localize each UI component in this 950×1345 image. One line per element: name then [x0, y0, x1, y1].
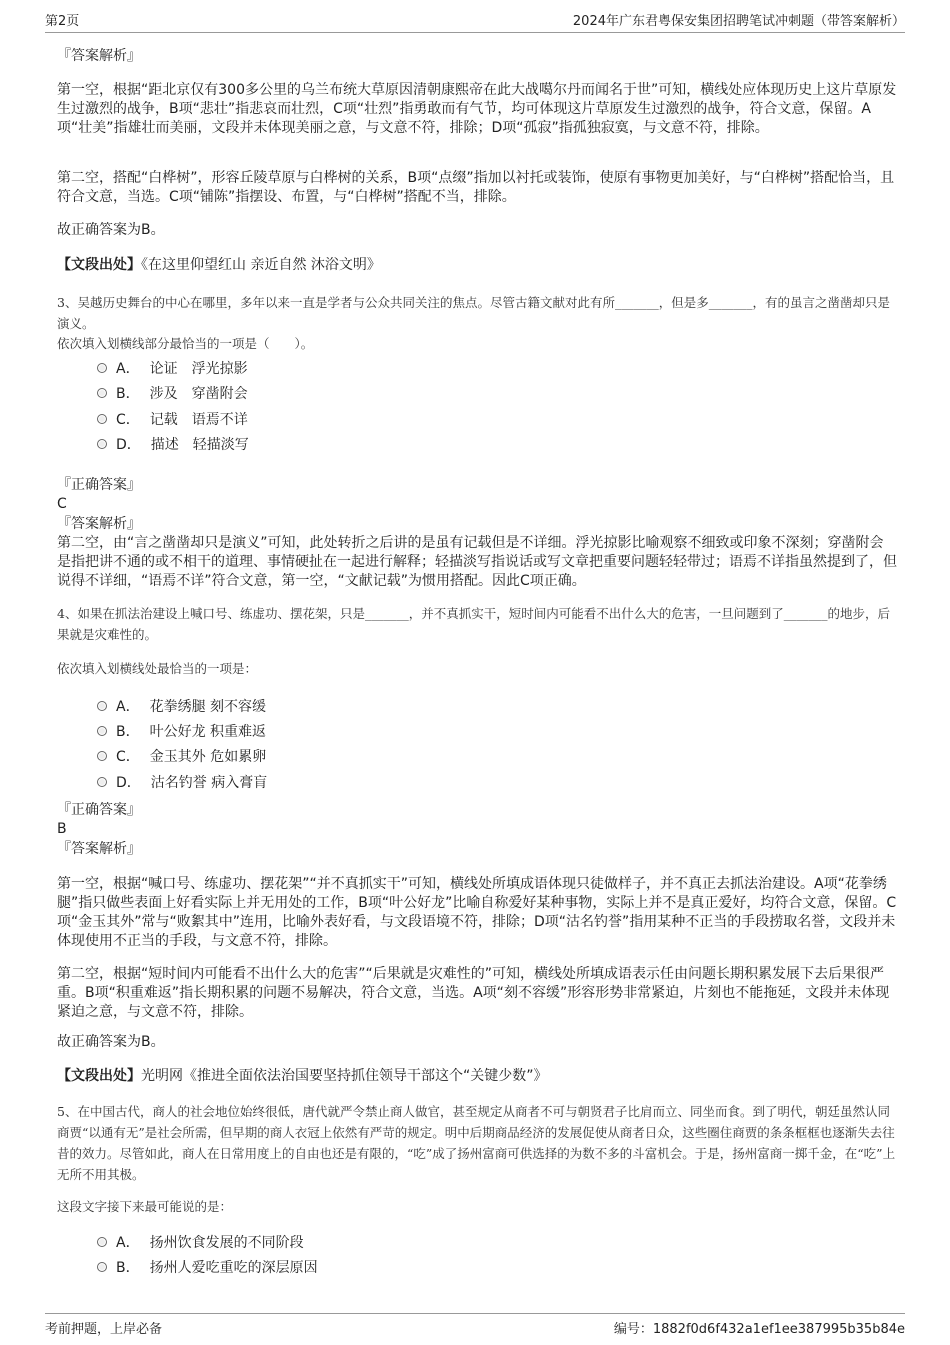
q4-answer: B: [57, 821, 67, 837]
q4-option-d[interactable]: D． 沽名钓誉 病入膏肓: [97, 772, 267, 792]
q2-source-text: 《在这里仰望红山 亲近自然 沐浴文明》: [141, 257, 381, 273]
q2-explain-para1: 第一空，根据“距北京仅有300多公里的乌兰布统大草原因清朝康熙帝在此大战噶尔丹而闻名于世”可知，横线处应体现历史上这片草原发生过激烈的战争，B项“悲壮”指悲哀而壮烈，C项“壮烈”指勇敢而有气节，均可体现这片草原发生过激烈的战争，符合文意，保留。A项“壮美”指雄壮而美丽，文段并未体现美丽之意，与文意不符，排除；D项“孤寂”指孤独寂寞，与文意不符，排除。: [57, 82, 897, 136]
radio-button[interactable]: [97, 751, 107, 761]
q4-source: [57, 1067, 897, 1086]
q3-option-d[interactable]: D． 描述 轻描淡写: [97, 434, 249, 454]
radio-button[interactable]: [97, 1262, 107, 1272]
q4-option-c[interactable]: C． 金玉其外 危如累卵: [97, 746, 266, 766]
page-number: 第2页: [45, 14, 80, 29]
q4-source-text: 光明网《推进全面依法治国要坚持抓住领导干部这个“关键少数”》: [141, 1068, 548, 1084]
q5-option-a[interactable]: A． 扬州饮食发展的不同阶段: [97, 1232, 304, 1252]
footer-slogan: 考前押题，上岸必备: [45, 1322, 163, 1337]
q4-answer-label: 『正确答案』: [57, 802, 141, 818]
q5-option-b[interactable]: B． 扬州人爱吃重吃的深层原因: [97, 1257, 318, 1277]
q4-explain-para1: 第一空，根据“喊口号、练虚功、摆花架”“并不真抓实干”可知，横线处所填成语体现只徒做样子，并不真正去抓法治建设。A项“花拳绣腿”指只做些表面上好看实际上并无用处的工作，B项“叶公好龙”比喻自称爱好某种事物，实际上并不是真正爱好，均符合文意，保留。C项“金玉其外”常与“败絮其中”连用，比喻外表好看，与文段语境不符，排除；D项“沽名钓誉”指用某种不正当的手段捞取名誉，文段并未体现使用不正当的手段，与文意不符，排除。: [57, 876, 897, 949]
q3-option-b[interactable]: B． 涉及 穿凿附会: [97, 383, 248, 403]
q3-answer: C: [57, 496, 67, 512]
q3-stem: 3、吴越历史舞台的中心在哪里，多年以来一直是学者与公众共同关注的焦点。尽管古籍文献对此有所_______，但是多_______，有的虽言之凿凿却只是演义。: [57, 295, 890, 331]
q5-prompt: 这段文字接下来最可能说的是：: [57, 1199, 233, 1214]
q2-conclusion: 故正确答案为B。: [57, 222, 165, 238]
q2-source-label: 【文段出处】: [57, 257, 141, 273]
q4-option-a[interactable]: A． 花拳绣腿 刻不容缓: [97, 696, 266, 716]
radio-button[interactable]: [97, 388, 107, 398]
q5-stem: 5、在中国古代，商人的社会地位始终很低，唐代就严令禁止商人做官，甚至规定从商者不可与朝贤君子比肩而立、同坐而食。到了明代，朝廷虽然认同商贾“以通有无”是社会所需，但早期的商人衣冠上依然有严苛的规定。明中后期商品经济的发展促使从商者日众，这些圈住商贾的条条框框也逐渐失去往昔的效力。尽管如此，商人在日常用度上的自由也还是有限的，“吃”成了扬州富商可供选择的为数不多的斗富机会。于是，扬州富商一掷千金，在“吃”上无所不用其极。: [57, 1104, 896, 1182]
radio-button[interactable]: [97, 777, 107, 787]
q2-source: [57, 256, 897, 275]
document-title: 2024年广东君粤保安集团招聘笔试冲刺题（带答案解析）: [572, 14, 905, 29]
q3-answer-label: 『正确答案』: [57, 477, 141, 493]
q2-explain-label: 『答案解析』: [57, 48, 141, 64]
q3-explain-label: 『答案解析』: [57, 516, 141, 532]
q3-option-a[interactable]: A． 论证 浮光掠影: [97, 358, 248, 378]
radio-button[interactable]: [97, 414, 107, 424]
q4-option-b[interactable]: B． 叶公好龙 积重难返: [97, 721, 266, 741]
q4-explain-para2: 第二空，根据“短时间内可能看不出什么大的危害”“后果就是灾难性的”可知，横线处所填成语表示任由问题长期积累发展下去后果很严重。B项“积重难返”指长期积累的问题不易解决，符合文意，当选。A项“刻不容缓”形容形势非常紧迫，片刻也不能拖延，文段并未体现紧迫之意，与文意不符，排除。: [57, 966, 890, 1020]
radio-button[interactable]: [97, 363, 107, 373]
radio-button[interactable]: [97, 439, 107, 449]
q4-source-label: 【文段出处】: [57, 1068, 141, 1084]
radio-button[interactable]: [97, 701, 107, 711]
q3-explain: 第二空，由“言之凿凿却只是演义”可知，此处转折之后讲的是虽有记载但是不详细。浮光掠影比喻观察不细致或印象不深刻；穿凿附会是指把讲不通的或不相干的道理、事情硬扯在一起进行解释；轻描淡写指说话或写文章把重要问题轻轻带过；语焉不详指虽然提到了，但说得不详细，“语焉不详”符合文意，第一空，“文献记载”为惯用搭配。因此C项正确。: [57, 535, 897, 589]
q3-prompt: 依次填入划横线部分最恰当的一项是（ ）。: [57, 336, 314, 351]
q2-explain-para2: 第二空，搭配“白桦树”，形容丘陵草原与白桦树的关系，B项“点缀”指加以衬托或装饰，使原有事物更加美好，与“白桦树”搭配恰当，且符合文意，当选。C项“铺陈”指摆设、布置，与“白桦树”搭配不当，排除。: [57, 170, 895, 205]
page-footer: [45, 1313, 905, 1337]
page-header: [45, 10, 905, 33]
q3-option-c[interactable]: C． 记载 语焉不详: [97, 409, 248, 429]
document-code: 编号：1882f0d6f432a1ef1ee387995b35b84e: [613, 1322, 905, 1337]
q4-explain-label: 『答案解析』: [57, 841, 141, 857]
radio-button[interactable]: [97, 1237, 107, 1247]
radio-button[interactable]: [97, 726, 107, 736]
q4-stem: 4、如果在抓法治建设上喊口号、练虚功、摆花架，只是_______，并不真抓实干，短时间内可能看不出什么大的危害，一旦问题到了_______的地步，后果就是灾难性的。: [57, 606, 890, 642]
q4-conclusion: 故正确答案为B。: [57, 1034, 165, 1050]
q4-prompt: 依次填入划横线处最恰当的一项是：: [57, 661, 258, 676]
